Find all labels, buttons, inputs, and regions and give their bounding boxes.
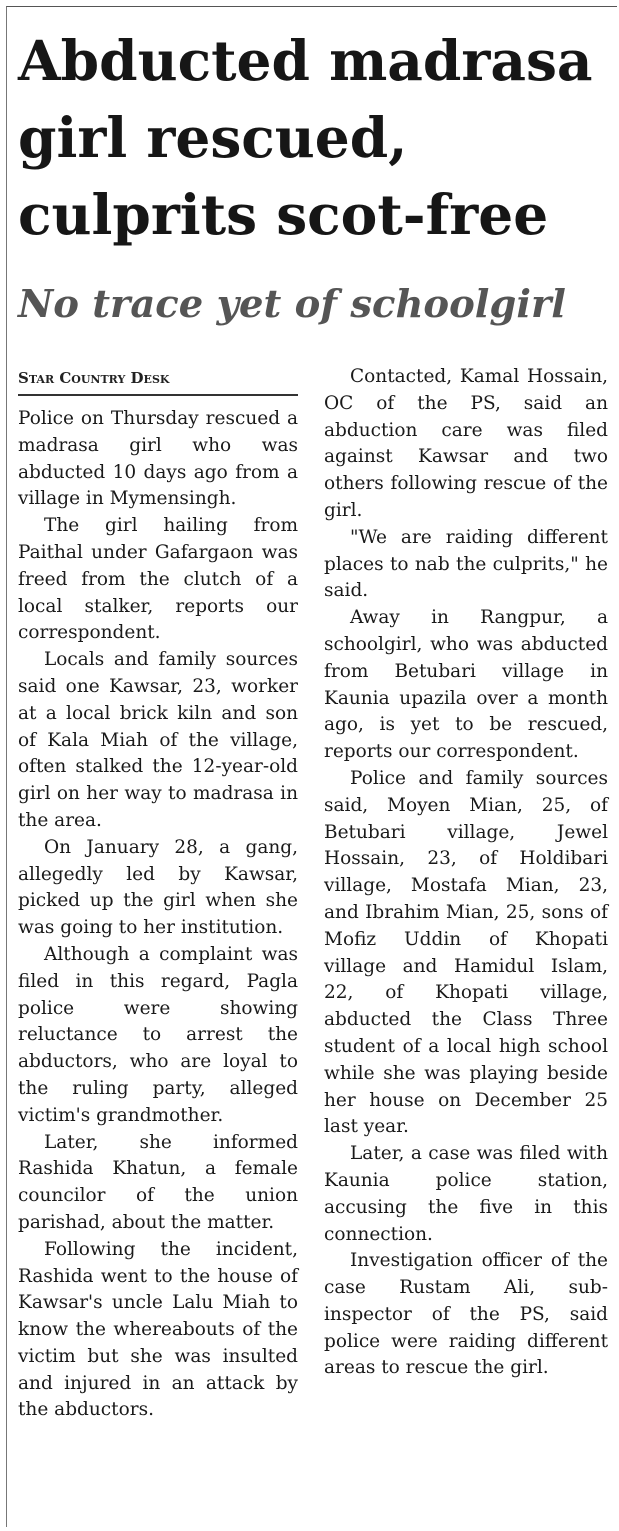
paragraph: Following the incident, Rashida went to the house of Kawsar's uncle Lalu Miah to know the whereabouts of the victim but she was insulted and injured in an attack by the abductors. [18, 1238, 298, 1421]
byline: Star Country Desk [18, 368, 298, 396]
headline: Abducted madrasa girl rescued, culprits scot-free [18, 28, 593, 247]
right-column [324, 364, 608, 1382]
paragraph: Locals and family sources said one Kawsar, 23, worker at a local brick kiln and son of Kala Miah of the village, often stalked the 12-year-old girl on her way to madrasa in the area. [18, 649, 298, 831]
left-column [18, 406, 298, 1424]
paragraph: "We are raiding different places to nab the culprits," he said. [324, 526, 608, 602]
paragraph: Police on Thursday rescued a madrasa girl who was abducted 10 days ago from a village in Mymensingh. [18, 408, 298, 510]
paragraph: Investigation officer of the case Rustam Ali, sub-inspector of the PS, said police were raiding different areas to rescue the girl. [324, 1250, 608, 1379]
paragraph: The girl hailing from Paithal under Gafargaon was freed from the clutch of a local stalker, reports our correspondent. [18, 515, 298, 644]
paragraph: Police and family sources said, Moyen Mian, 25, of Betubari village, Jewel Hossain, 23, of Holdibari village, Mostafa Mian, 23, and Ibrahim Mian, 25, sons of Mofiz Uddin of Khopati village and Hamidul Islam, 22, of Khopati village, abducted the Class Three student of a local high school while she was playing beside her house on December 25 last year. [324, 767, 608, 1138]
subheadline: No trace yet of schoolgirl [18, 282, 566, 327]
paragraph: Later, she informed Rashida Khatun, a female councilor of the union parishad, about the matter. [18, 1131, 298, 1233]
paragraph: Later, a case was filed with Kaunia police station, accusing the five in this connection. [324, 1143, 608, 1245]
paragraph: Contacted, Kamal Hossain, OC of the PS, said an abduction care was filed against Kawsar and two others following rescue of the girl. [324, 366, 608, 521]
paragraph: On January 28, a gang, allegedly led by Kawsar, picked up the girl when she was going to her institution. [18, 836, 298, 939]
paragraph: Although a complaint was filed in this regard, Pagla police were showing reluctance to arrest the abductors, who are loyal to the ruling party, alleged victim's grandmother. [18, 943, 298, 1126]
paragraph: Away in Rangpur, a schoolgirl, who was abducted from Betubari village in Kaunia upazila over a month ago, is yet to be rescued, reports our correspondent. [324, 607, 608, 763]
